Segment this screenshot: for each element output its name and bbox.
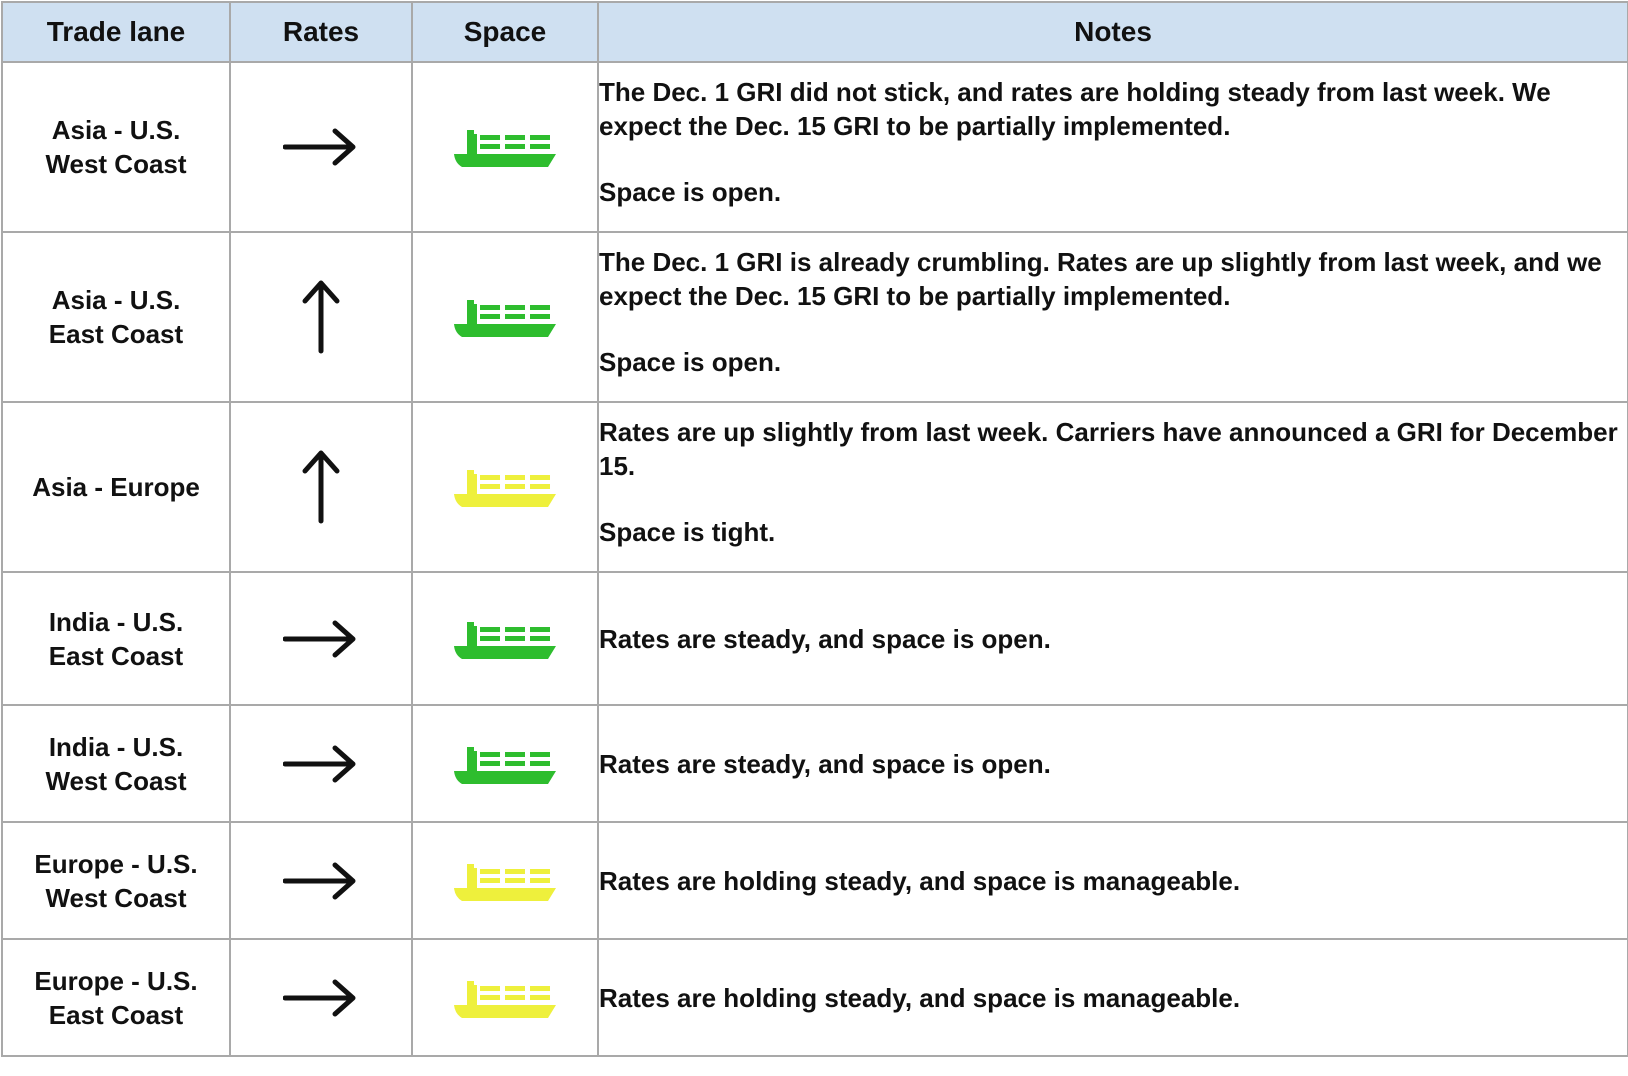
trade-lane-table (1, 1, 1628, 1057)
ship-green-icon (413, 126, 597, 168)
notes-cell (598, 62, 1628, 232)
trade-lane-line1: Asia - U.S. (51, 285, 181, 315)
table-row (2, 572, 1628, 705)
note-text: The Dec. 1 GRI is already crumbling. Rates are up slightly from last week, and we expect the Dec. 15 GRI to be partially implemented. (599, 247, 1602, 311)
trade-lane-cell (2, 822, 230, 939)
note-space-text: Space is open. (599, 177, 782, 207)
trade-lane-cell (2, 402, 230, 572)
trade-lane-cell (2, 62, 230, 232)
trade-lane-line1: Europe - U.S. (34, 965, 198, 996)
note-text: Rates are steady, and space is open. (599, 748, 1051, 779)
table-row (2, 939, 1628, 1056)
trade-lane-line1: Europe - U.S. (34, 848, 198, 879)
trade-lane-line2: West Coast (45, 765, 187, 796)
rate-cell (230, 232, 412, 402)
trade-lane-cell (2, 572, 230, 705)
table-row (2, 402, 1628, 572)
arrow-up-icon (231, 279, 411, 355)
header-space: Space (412, 2, 598, 62)
ship-yellow-icon (413, 466, 597, 508)
notes-cell (598, 402, 1628, 572)
notes-cell (598, 705, 1628, 822)
table-row (2, 62, 1628, 232)
header-notes: Notes (598, 2, 1628, 62)
trade-lane-line2: East Coast (48, 640, 184, 671)
trade-lane-line2: East Coast (48, 319, 184, 349)
trade-lane-line1: India - U.S. (48, 606, 184, 637)
ship-green-icon (413, 743, 597, 785)
table-row (2, 232, 1628, 402)
note-text: Rates are holding steady, and space is manageable. (599, 865, 1241, 896)
arrow-right-icon (231, 744, 411, 784)
trade-lane-cell (2, 705, 230, 822)
space-cell (412, 572, 598, 705)
note-text: Rates are up slightly from last week. Carriers have announced a GRI for December 15. (599, 417, 1618, 481)
space-cell (412, 402, 598, 572)
rate-cell (230, 822, 412, 939)
trade-lane-cell (2, 939, 230, 1056)
notes-cell (598, 822, 1628, 939)
table-row (2, 705, 1628, 822)
trade-lane-line1: Asia - Europe (32, 472, 200, 502)
rate-cell (230, 939, 412, 1056)
note-text: Rates are holding steady, and space is manageable. (599, 982, 1241, 1013)
header-rates: Rates (230, 2, 412, 62)
space-cell (412, 705, 598, 822)
space-cell (412, 822, 598, 939)
note-text: The Dec. 1 GRI did not stick, and rates are holding steady from last week. We expect the Dec. 15 GRI to be partially implemented. (599, 77, 1551, 141)
rate-cell (230, 705, 412, 822)
trade-lane-line2: West Coast (45, 149, 187, 179)
note-space-text: Space is open. (599, 347, 782, 377)
space-cell (412, 232, 598, 402)
notes-cell (598, 232, 1628, 402)
space-cell (412, 939, 598, 1056)
ship-yellow-icon (413, 977, 597, 1019)
arrow-up-icon (231, 449, 411, 525)
rate-cell (230, 402, 412, 572)
header-row (2, 2, 1628, 62)
notes-cell (598, 572, 1628, 705)
table-row (2, 822, 1628, 939)
notes-cell (598, 939, 1628, 1056)
ship-green-icon (413, 618, 597, 660)
note-text: Rates are steady, and space is open. (599, 623, 1051, 654)
ship-green-icon (413, 296, 597, 338)
rate-cell (230, 572, 412, 705)
trade-lane-line2: West Coast (45, 882, 187, 913)
arrow-right-icon (231, 978, 411, 1018)
trade-lane-cell (2, 232, 230, 402)
rate-cell (230, 62, 412, 232)
trade-lane-line2: East Coast (48, 999, 184, 1030)
trade-lane-line1: India - U.S. (48, 731, 184, 762)
trade-lane-line1: Asia - U.S. (51, 115, 181, 145)
arrow-right-icon (231, 127, 411, 167)
ship-yellow-icon (413, 860, 597, 902)
arrow-right-icon (231, 861, 411, 901)
header-trade-lane: Trade lane (2, 2, 230, 62)
note-space-text: Space is tight. (599, 517, 776, 547)
arrow-right-icon (231, 619, 411, 659)
space-cell (412, 62, 598, 232)
